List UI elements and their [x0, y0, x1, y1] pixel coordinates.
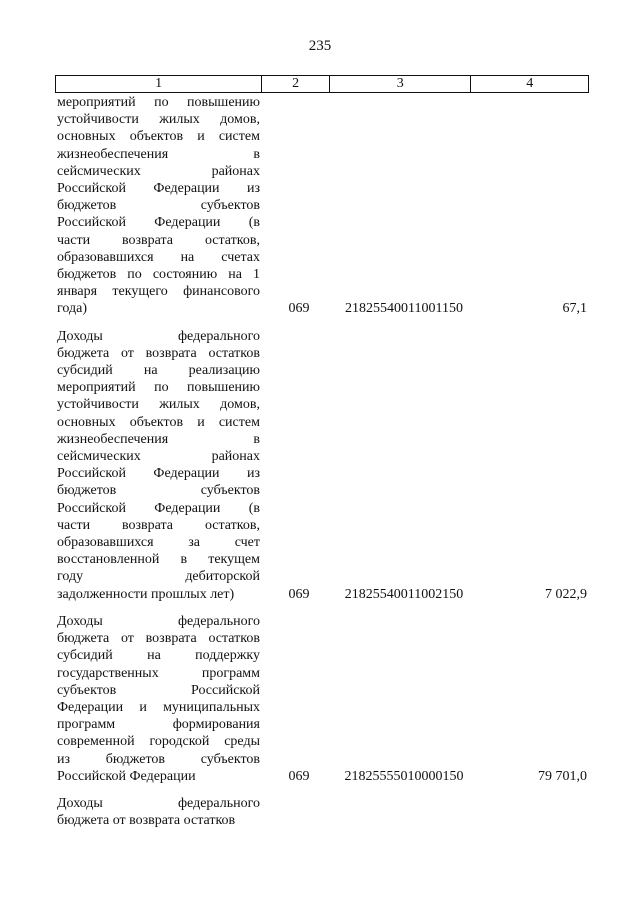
row-admin-code: 069: [288, 301, 310, 317]
header-col-4: 4: [526, 76, 534, 91]
description-line: января текущего финансового: [57, 284, 260, 300]
row-admin-code: 069: [288, 768, 310, 784]
table-row: [55, 795, 589, 829]
description-line: части возврата остатков,: [57, 517, 260, 533]
description-line: жизнеобеспечения в: [57, 431, 260, 447]
row-description: [55, 613, 260, 785]
row-amount: 7 022,9: [545, 586, 587, 602]
description-line: бюджета от возврата остатков: [57, 813, 236, 829]
table-row: [55, 328, 589, 603]
description-line: устойчивости жилых домов,: [57, 112, 260, 128]
description-line: Федерации и муниципальных: [57, 699, 260, 715]
description-line: сейсмических районах: [57, 449, 260, 465]
row-admin-code: 069: [288, 586, 310, 602]
table-row: [55, 613, 589, 785]
description-line: задолженности прошлых лет): [57, 586, 235, 602]
description-line: Российской Федерации (в: [57, 215, 260, 231]
header-col-1: 1: [56, 76, 262, 92]
description-line: части возврата остатков,: [57, 232, 260, 248]
table-row: [55, 94, 589, 318]
description-line: субсидий на реализацию: [57, 363, 260, 379]
description-line: сейсмических районах: [57, 163, 260, 179]
description-line: мероприятий по повышению: [57, 380, 260, 396]
description-line: бюджетов субъектов: [57, 483, 260, 499]
description-line: года): [57, 301, 87, 317]
description-line: Российской Федерации (в: [57, 500, 260, 516]
description-line: субъектов Российской: [57, 682, 260, 698]
description-line: современной городской среды: [57, 734, 260, 750]
description-line: Российской Федерации из: [57, 466, 260, 482]
row-budget-code: 21825555010000150: [344, 768, 464, 784]
description-line: жизнеобеспечения в: [57, 146, 260, 162]
row-amount: 67,1: [562, 301, 587, 317]
row-description: [55, 94, 260, 318]
description-line: программ формирования: [57, 717, 260, 733]
description-line: бюджетов субъектов: [57, 198, 260, 214]
table-body: [55, 94, 589, 839]
row-description: [55, 795, 260, 829]
description-line: государственных программ: [57, 665, 260, 681]
description-line: Российской Федерации из: [57, 181, 260, 197]
description-line: Доходы федерального: [57, 613, 260, 629]
description-line: восстановленной в текущем: [57, 552, 260, 568]
description-line: бюджетов по состоянию на 1: [57, 267, 260, 283]
description-line: субсидий на поддержку: [57, 648, 260, 664]
table-header: [55, 75, 589, 93]
description-line: бюджета от возврата остатков: [57, 345, 260, 361]
description-line: основных объектов и систем: [57, 129, 260, 145]
header-col-3: 3: [330, 76, 471, 92]
description-line: мероприятий по повышению: [57, 95, 260, 110]
header-col-2: 2: [262, 76, 330, 92]
description-line: Доходы федерального: [57, 795, 260, 811]
description-line: образовавшихся за счет: [57, 535, 260, 551]
description-line: Доходы федерального: [57, 328, 260, 344]
description-line: году дебиторской: [57, 569, 260, 585]
page-number: 235: [308, 38, 332, 54]
row-budget-code: 21825540011002150: [344, 586, 464, 602]
row-description: [55, 328, 260, 603]
description-line: образовавшихся на счетах: [57, 249, 260, 265]
description-line: Российской Федерации: [57, 768, 196, 784]
description-line: основных объектов и систем: [57, 414, 260, 430]
description-line: бюджета от возврата остатков: [57, 631, 260, 647]
row-budget-code: 21825540011001150: [345, 301, 463, 317]
row-amount: 79 701,0: [538, 768, 587, 784]
description-line: из бюджетов субъектов: [57, 751, 260, 767]
description-line: устойчивости жилых домов,: [57, 397, 260, 413]
